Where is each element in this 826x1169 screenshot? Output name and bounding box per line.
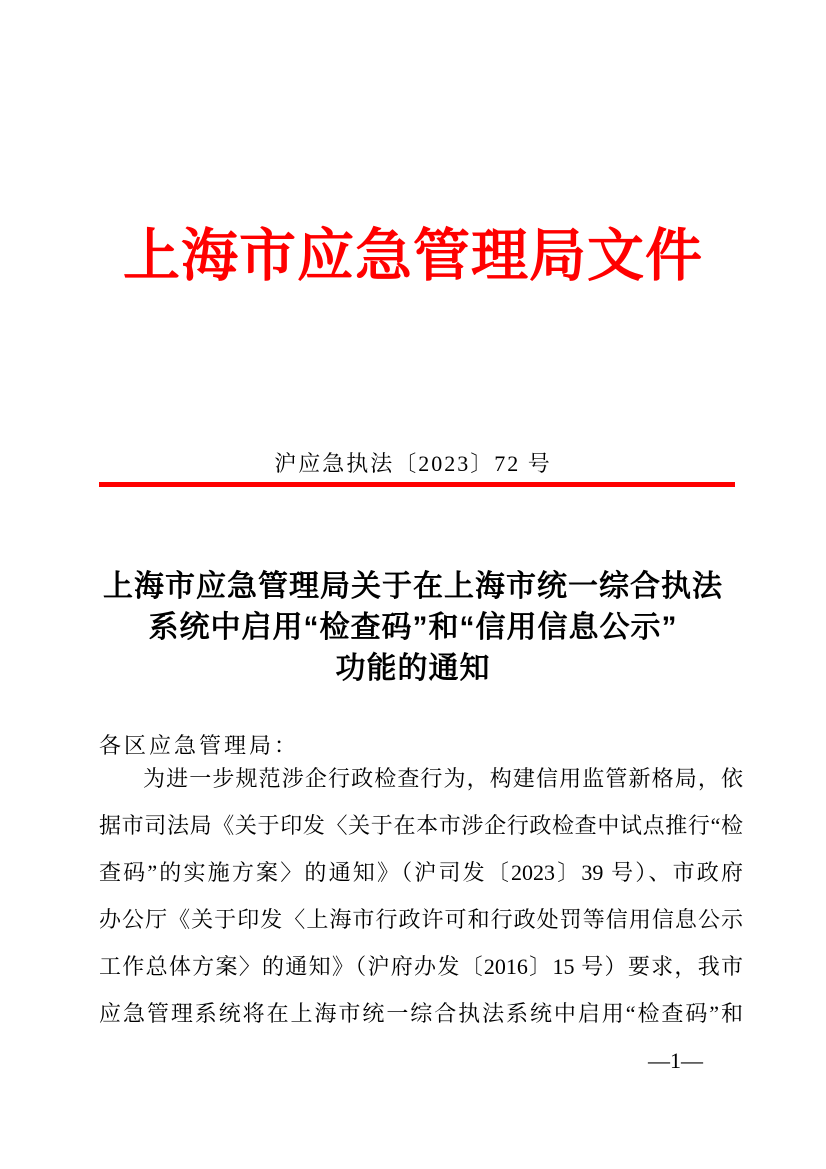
body-text-line: 工作总体方案〉的通知》（沪府办发〔2016〕15 号）要求，我市 [99, 954, 743, 979]
letterhead-org-title: 上海市应急管理局文件 [123, 224, 703, 288]
body-text-line: 应急管理系统将在上海市统一综合执法系统中启用“检查码”和 [99, 1001, 743, 1026]
document-title-line-2: 系统中启用“检查码”和“信用信息公示” [148, 611, 678, 644]
body-paragraph [99, 755, 743, 1037]
document-title-line-1: 上海市应急管理局关于在上海市统一综合执法 [103, 570, 723, 603]
body-text-line: 查码”的实施方案〉的通知》（沪司发〔2023〕39 号）、市政府 [99, 860, 743, 885]
body-text-line: 为进一步规范涉企行政检查行为，构建信用监管新格局，依 [143, 766, 743, 791]
red-separator-rule [99, 482, 735, 487]
document-number: 沪应急执法〔2023〕72 号 [274, 451, 552, 476]
document-title [0, 566, 826, 689]
page-number: —1— [648, 1048, 703, 1073]
body-text-line: 办公厅《关于印发〈上海市行政许可和行政处罚等信用信息公示 [99, 907, 743, 932]
document-title-line-3: 功能的通知 [335, 652, 491, 685]
body-text-line: 据市司法局《关于印发〈关于在本市涉企行政检查中试点推行“检 [99, 813, 743, 838]
salutation-line: 各区应急管理局： [99, 733, 300, 758]
